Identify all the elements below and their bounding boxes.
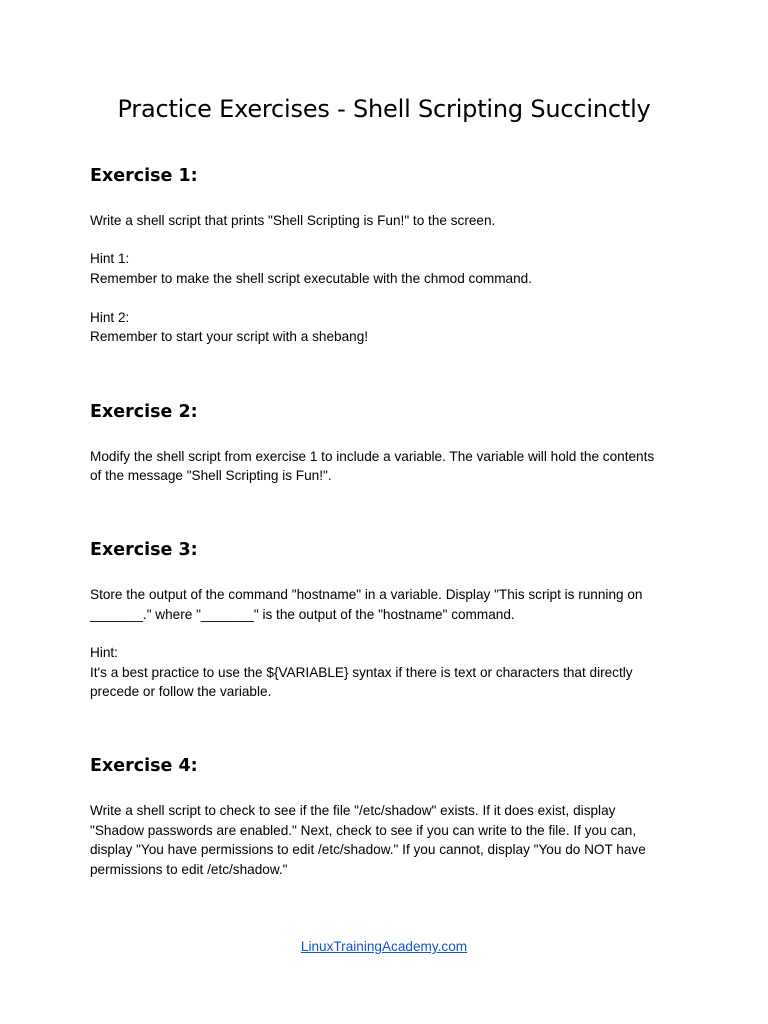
exercise-3-task-line2: _______." where "_______" is the output of the "hostname" command. — [90, 607, 515, 622]
exercise-2-task-line2: of the message "Shell Scripting is Fun!". — [90, 468, 332, 483]
exercise-1-hint1-text: Remember to make the shell script executable with the chmod command. — [90, 271, 532, 286]
exercise-1-heading: Exercise 1: — [90, 166, 198, 186]
exercise-3-hint-label: Hint: — [90, 645, 118, 660]
exercise-1-hint2-label: Hint 2: — [90, 310, 130, 325]
exercise-3-hint-line2: precede or follow the variable. — [90, 684, 272, 699]
exercise-3-heading: Exercise 3: — [90, 540, 198, 560]
footer-website-link[interactable]: LinuxTrainingAcademy.com — [300, 939, 468, 954]
exercise-4-task-line4: permissions to edit /etc/shadow." — [90, 862, 288, 877]
exercise-4-heading: Exercise 4: — [90, 756, 198, 776]
exercise-2-heading: Exercise 2: — [90, 402, 198, 422]
exercise-1-hint1-label: Hint 1: — [90, 251, 130, 266]
exercise-1-task: Write a shell script that prints "Shell Scripting is Fun!" to the screen. — [90, 213, 496, 228]
exercise-4-task-line2: "Shadow passwords are enabled." Next, check to see if you can write to the file. If you can, — [90, 823, 637, 838]
exercise-3-hint-line1: It's a best practice to use the ${VARIABLE} syntax if there is text or characters that directly — [90, 665, 633, 680]
exercise-4-task-line1: Write a shell script to check to see if the file "/etc/shadow" exists. If it does exist, display — [90, 803, 616, 818]
exercise-4-task-line3: display "You have permissions to edit /etc/shadow." If you cannot, display "You do NOT have — [90, 842, 646, 857]
exercise-3-task-line1: Store the output of the command "hostname" in a variable. Display "This script is running on — [90, 587, 643, 602]
page-title: Practice Exercises - Shell Scripting Succinctly — [117, 95, 651, 123]
exercise-1-hint2-text: Remember to start your script with a shebang! — [90, 329, 369, 344]
exercise-2-task-line1: Modify the shell script from exercise 1 to include a variable. The variable will hold the contents — [90, 449, 655, 464]
footer — [0, 937, 768, 956]
